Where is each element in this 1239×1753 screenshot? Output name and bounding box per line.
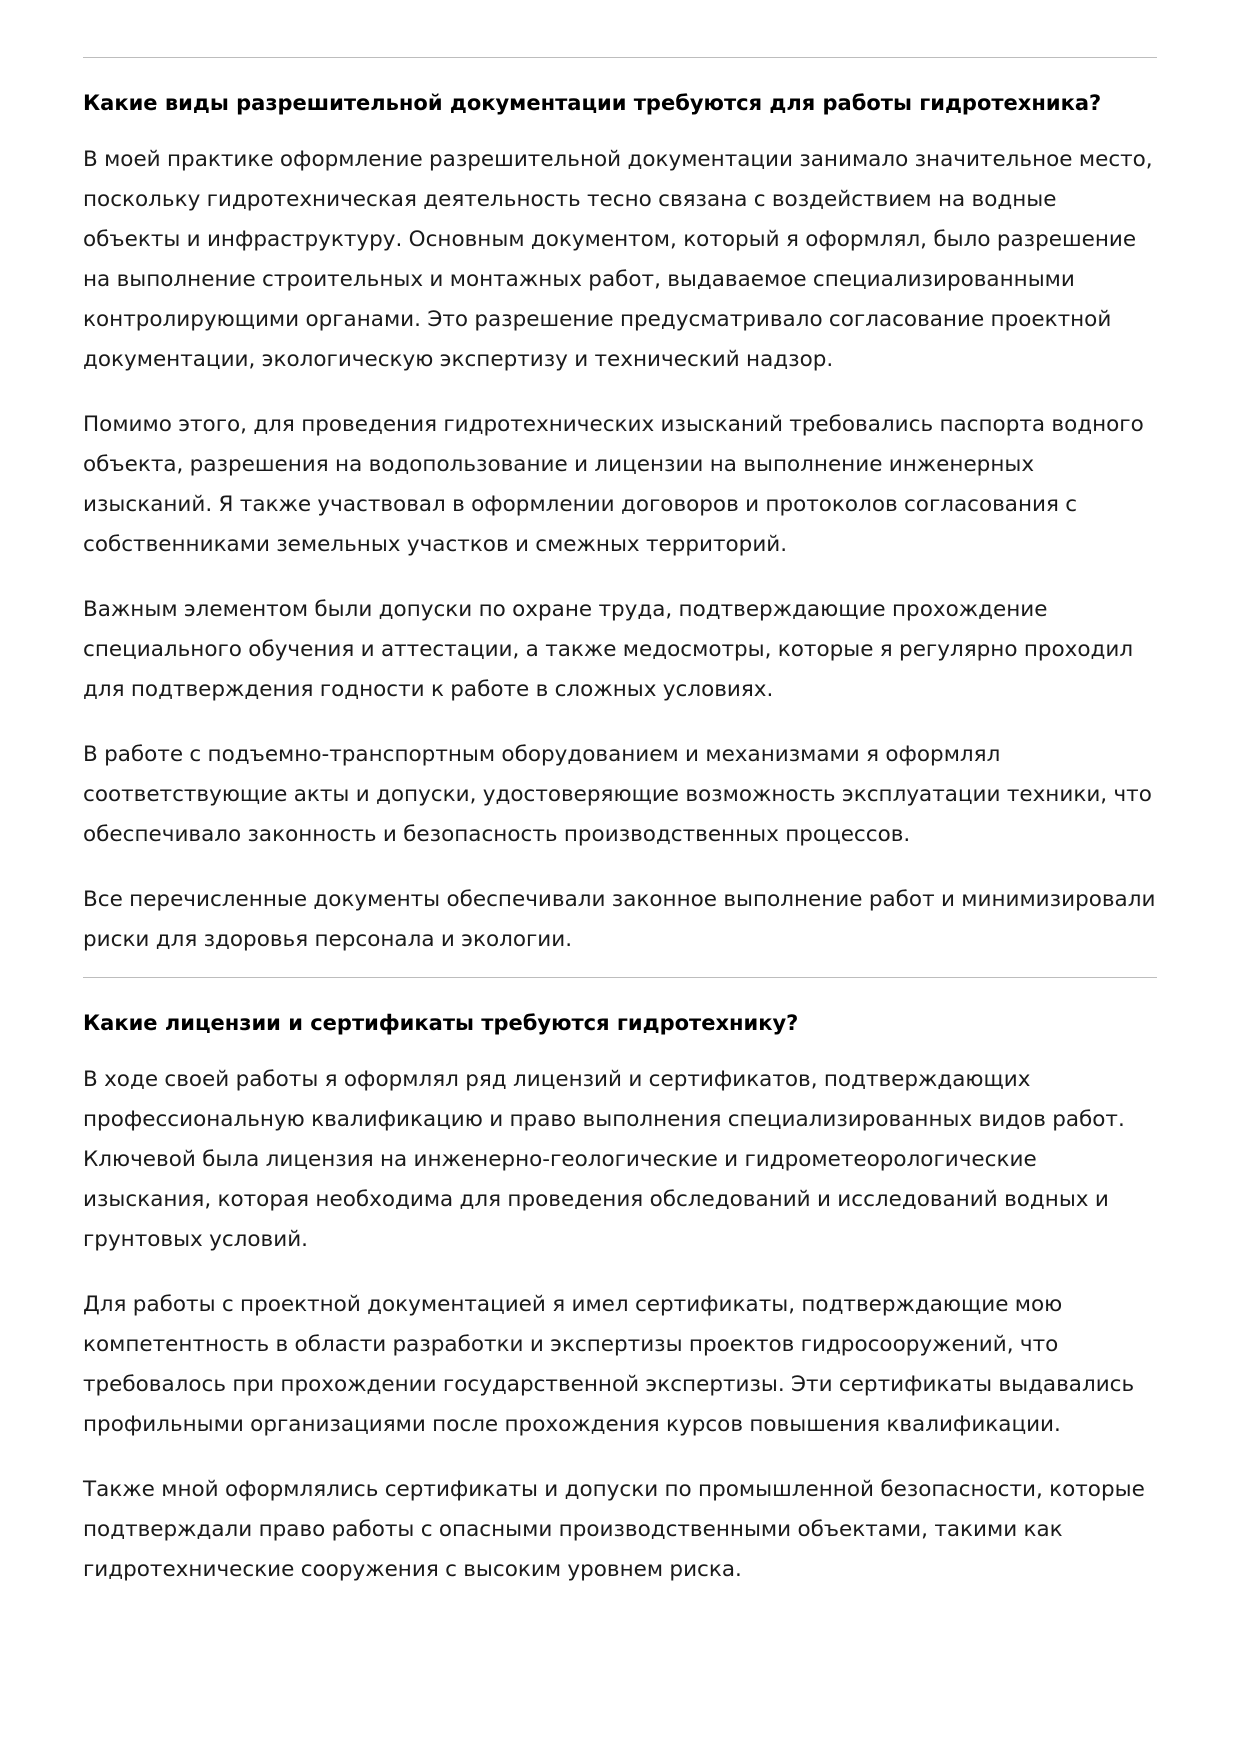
paragraph: В ходе своей работы я оформлял ряд лицензий и сертификатов, подтверждающих профессиональную квалификацию и право выполнения специализированных видов работ. Ключевой была лицензия на инженерно-геологические и гидрометеорологические изыскания, которая необходима для проведения обследований и исследований водных и грунтовых условий.	[83, 1067, 1125, 1252]
paragraph: Все перечисленные документы обеспечивали законное выполнение работ и минимизировали риски для здоровья персонала и экологии.	[83, 887, 1156, 952]
paragraph: Важным элементом были допуски по охране труда, подтверждающие прохождение специального обучения и аттестации, а также медосмотры, которые я регулярно проходил для подтверждения годности к работе в сложных условиях.	[83, 597, 1134, 702]
document-page	[83, 57, 1157, 1615]
section-permits	[83, 88, 1157, 960]
section-title: Какие лицензии и сертификаты требуются гидротехнику?	[83, 1011, 799, 1035]
paragraph: Также мной оформлялись сертификаты и допуски по промышленной безопасности, которые подтверждали право работы с опасными производственными объектами, такими как гидротехнические сооружения с высоким уровнем риска.	[83, 1477, 1145, 1582]
section-divider	[83, 57, 1157, 58]
paragraph: Помимо этого, для проведения гидротехнических изысканий требовались паспорта водного объекта, разрешения на водопользование и лицензии на выполнение инженерных изысканий. Я также участвовал в оформлении договоров и протоколов согласования с собственниками земельных участков и смежных территорий.	[83, 412, 1144, 557]
paragraph: В моей практике оформление разрешительной документации занимало значительное место, поскольку гидротехническая деятельность тесно связана с воздействием на водные объекты и инфраструктуру. Основным документом, который я оформлял, было разрешение на выполнение строительных и монтажных работ, выдаваемое специализированными контролирующими органами. Это разрешение предусматривало согласование проектной документации, экологическую экспертизу и технический надзор.	[83, 147, 1153, 372]
section-licenses	[83, 1008, 1157, 1590]
paragraph: Для работы с проектной документацией я имел сертификаты, подтверждающие мою компетентность в области разработки и экспертизы проектов гидросооружений, что требовалось при прохождении государственной экспертизы. Эти сертификаты выдавались профильными организациями после прохождения курсов повышения квалификации.	[83, 1292, 1135, 1437]
section-divider	[83, 977, 1157, 978]
section-title: Какие виды разрешительной документации требуются для работы гидротехника?	[83, 91, 1102, 115]
paragraph: В работе с подъемно-транспортным оборудованием и механизмами я оформлял соответствующие акты и допуски, удостоверяющие возможность эксплуатации техники, что обеспечивало законность и безопасность производственных процессов.	[83, 742, 1152, 847]
